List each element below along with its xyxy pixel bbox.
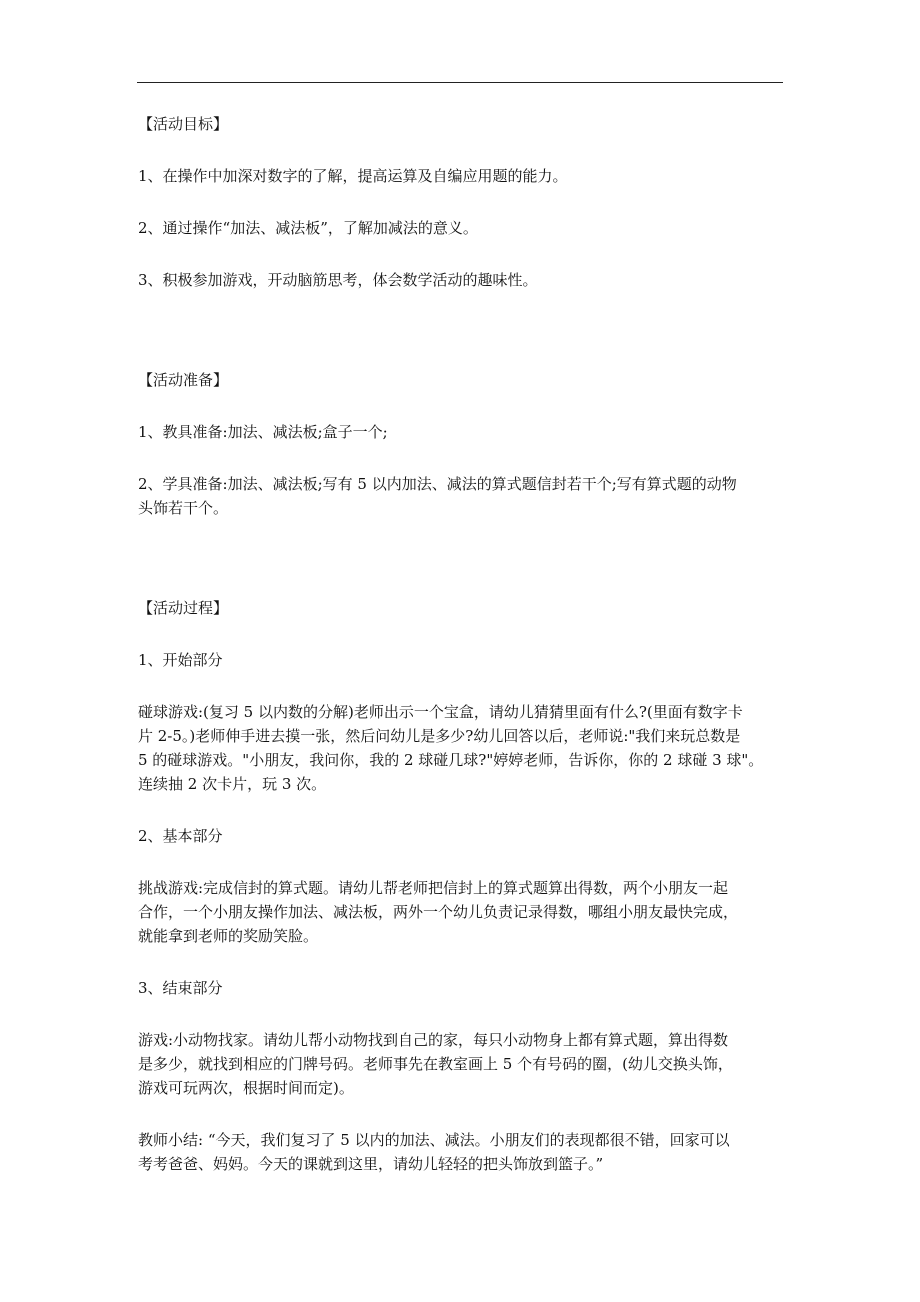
text-line: 游戏:小动物找家。请幼儿帮小动物找到自己的家，每只小动物身上都有算式题，算出得数: [138, 1031, 729, 1049]
text-line: 5 的碰球游戏。"小朋友，我问你，我的 2 球碰几球?"婷婷老师，告诉你，你的 2 球碰 3 球"。: [138, 751, 764, 769]
text-line: 连续抽 2 次卡片，玩 3 次。: [138, 775, 327, 793]
paragraph: [138, 876, 790, 948]
text-line: 是多少，就找到相应的门牌号码。老师事先在教室画上 5 个有号码的圈，(幼儿交换头饰，: [138, 1055, 733, 1073]
goal-item: 1、在操作中加深对数字的了解，提高运算及自编应用题的能力。: [138, 167, 568, 185]
section-heading-process: 【活动过程】: [138, 599, 229, 617]
document-body: [138, 112, 790, 1204]
subsection-title: 1、开始部分: [138, 651, 223, 669]
subsection-title: 3、结束部分: [138, 979, 223, 997]
goal-item: 2、通过操作“加法、减法板”，了解加减法的意义。: [138, 219, 478, 237]
text-line: 就能拿到老师的奖励笑脸。: [138, 927, 319, 945]
summary-paragraph: [138, 1128, 790, 1176]
text-line: 考考爸爸、妈妈。今天的课就到这里，请幼儿轻轻的把头饰放到篮子。”: [138, 1155, 604, 1173]
paragraph: [138, 1028, 790, 1100]
goal-item: 3、积极参加游戏，开动脑筋思考，体会数学活动的趣味性。: [138, 271, 538, 289]
paragraph: [138, 700, 790, 796]
section-heading-goals: 【活动目标】: [138, 115, 229, 133]
text-line: 挑战游戏:完成信封的算式题。请幼儿帮老师把信封上的算式题算出得数，两个小朋友一起: [138, 879, 729, 897]
text-line: 片 2-5。)老师伸手进去摸一张，然后问幼儿是多少?幼儿回答以后，老师说:"我们来玩总数是: [138, 727, 741, 745]
text-line: 2、学具准备:加法、减法板;写有 5 以内加法、减法的算式题信封若干个;写有算式题的动物: [138, 475, 737, 493]
subsection-title: 2、基本部分: [138, 827, 223, 845]
text-line: 教师小结: “今天，我们复习了 5 以内的加法、减法。小朋友们的表现都很不错，回家可以: [138, 1131, 730, 1149]
section-heading-preparation: 【活动准备】: [138, 371, 229, 389]
text-line: 游戏可玩两次，根据时间而定)。: [138, 1079, 354, 1097]
text-line: 合作，一个小朋友操作加法、减法板，两外一个幼儿负责记录得数，哪组小朋友最快完成，: [138, 903, 739, 921]
text-line: 头饰若干个。: [138, 499, 229, 517]
preparation-item: 1、教具准备:加法、减法板;盒子一个;: [138, 423, 388, 441]
preparation-item: [138, 472, 790, 520]
text-line: 碰球游戏:(复习 5 以内数的分解)老师出示一个宝盒，请幼儿猜猜里面有什么?(里面有数字卡: [138, 703, 743, 721]
header-rule: [137, 82, 783, 83]
